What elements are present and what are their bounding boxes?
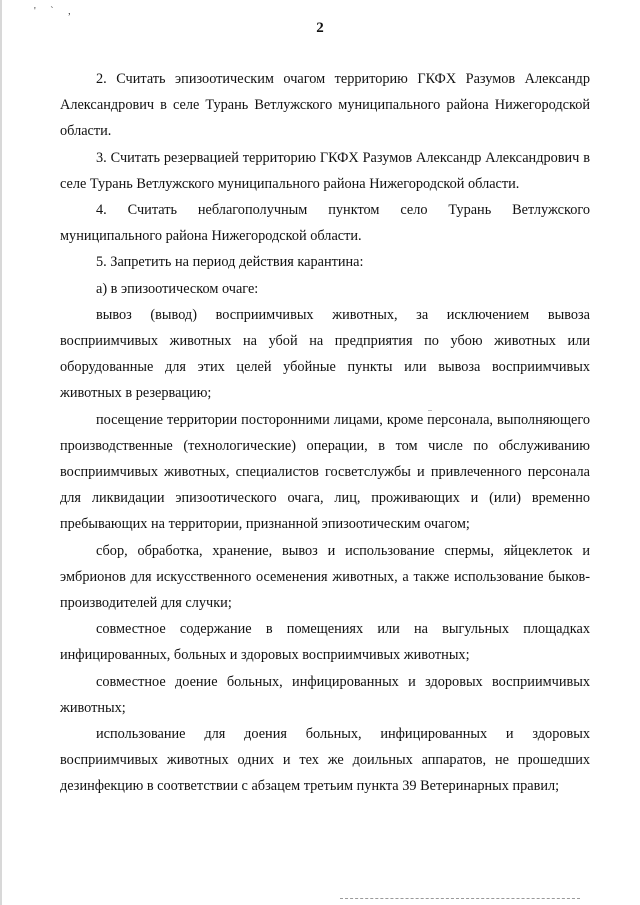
- page-number: 2: [316, 20, 324, 36]
- paragraph-ban-milking-equipment: использование для доения больных, инфицированных и здоровых восприимчивых животных одних и тех же доильных аппаратов, не прошедших дезинфекцию в соответствии с абзацем третьим пункта 39 Ветеринарных правил;: [60, 726, 590, 795]
- paragraph-ban-joint-milking: совместное доение больных, инфицированных и здоровых восприимчивых животных;: [60, 673, 590, 716]
- paragraph-ban-semen: сбор, обработка, хранение, вывоз и использование спермы, яйцеклеток и эмбрионов для искусственного осеменения животных, а также использование быков-производителей для случки;: [60, 542, 590, 612]
- paragraph-ban-visits: посещение территории посторонними лицами, кроме персонала, выполняющего производственные (технологические) операции, в том числе по обслуживанию восприимчивых животных, специалистов госветслужбы и привлеченного персонала для ликвидации эпизоотического очага, лиц, проживающих и (или) временно пребывающих на территории, признанной эпизоотическим очагом;: [60, 411, 590, 533]
- paragraph-item-2: 2. Считать эпизоотическим очагом территорию ГКФХ Разумов Александр Александрович в селе Турань Ветлужского муниципального района Нижегородской области.: [60, 71, 590, 140]
- scan-left-edge: [0, 0, 2, 905]
- paragraph-item-4: 4. Считать неблагополучным пунктом село Турань Ветлужского муниципального района Нижегородской области.: [60, 202, 590, 245]
- document-body: [60, 66, 590, 800]
- paragraph-ban-removal: вывоз (вывод) восприимчивых животных, за исключением вывоза восприимчивых животных на убой на предприятия по убою животных или оборудованные для этих целей убойные пункты или вывоза восприимчивых животных в резервацию;: [60, 306, 590, 402]
- paragraph-item-5: 5. Запретить на период действия карантина:: [96, 254, 364, 271]
- scan-speck: [428, 410, 432, 411]
- scan-bottom-line: [340, 898, 580, 899]
- paragraph-subitem-a: а) в эпизоотическом очаге:: [96, 280, 259, 297]
- paragraph-item-3: 3. Считать резервацией территорию ГКФХ Разумов Александр Александрович в селе Турань Ветлужского муниципального района Нижегородской области.: [60, 149, 590, 192]
- scan-marks: ' ˋ ,: [34, 6, 77, 17]
- paragraph-ban-joint-housing: совместное содержание в помещениях или на выгульных площадках инфицированных, больных и здоровых восприимчивых животных;: [60, 621, 590, 664]
